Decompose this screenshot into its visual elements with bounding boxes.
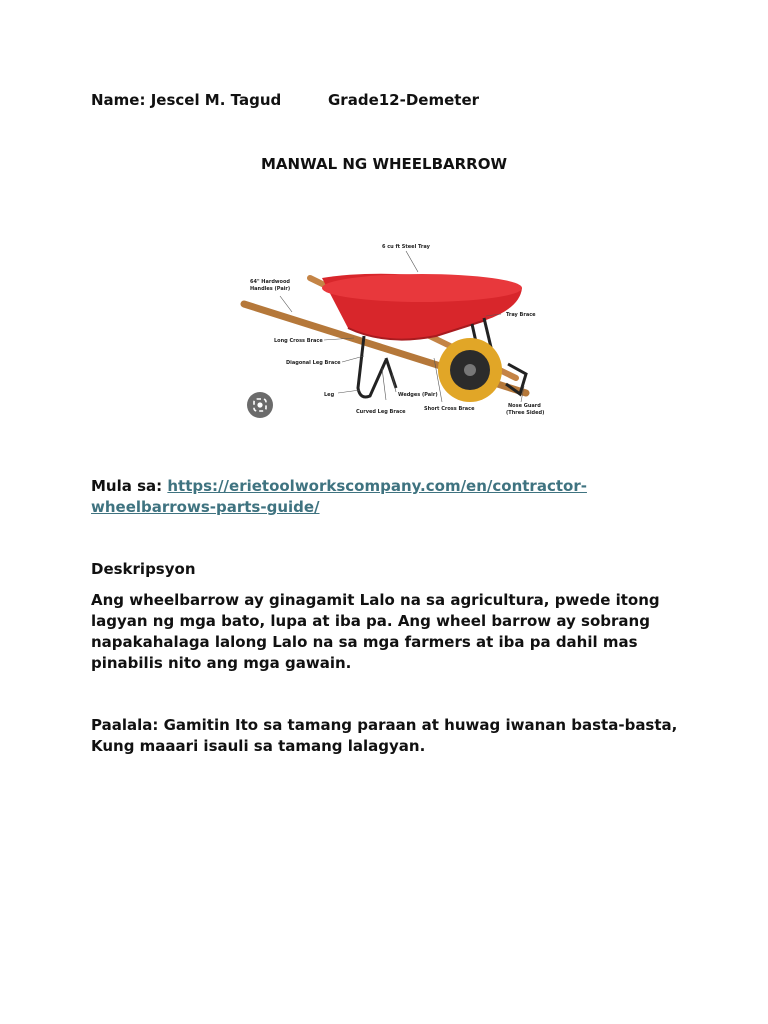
reminder-paragraph: Paalala: Gamitin Ito sa tamang paraan at huwag iwanan basta-basta, Kung maaari isauli sa tamang lalagyan. xyxy=(91,716,678,755)
header-line xyxy=(91,91,480,109)
source-link-line1: https://erietoolworkscompany.com/en/contractor- xyxy=(167,477,587,495)
student-name: Name: Jescel M. Tagud xyxy=(91,91,282,109)
source-prefix: Mula sa: xyxy=(91,477,168,495)
label-wedges: Wedges (Pair) xyxy=(398,392,438,398)
label-tray-brace: Tray Brace xyxy=(506,312,536,318)
document-title: MANWAL NG WHEELBARROW xyxy=(261,155,508,173)
description-paragraph: Ang wheelbarrow ay ginagamit Lalo na sa agricultura, pwede itong lagyan ng mga bato, lupa at iba pa. Ang wheel barrow ay sobrang napakahalaga lalong Lalo na sa mga farmers at iba pa dahil mas pinabilis nito ang mga gawain. xyxy=(91,591,660,672)
label-tray: 6 cu ft Steel Tray xyxy=(382,244,430,250)
label-handles-1: 64" Hardwood xyxy=(250,279,290,285)
lens-search-icon[interactable] xyxy=(247,392,273,418)
label-leg: Leg xyxy=(324,392,335,398)
description-heading: Deskripsyon xyxy=(91,560,196,578)
source-citation xyxy=(91,476,651,518)
source-link-line2: wheelbarrows-parts-guide/ xyxy=(91,498,320,516)
label-long-cross-brace: Long Cross Brace xyxy=(274,338,323,344)
label-diagonal-leg-brace: Diagonal Leg Brace xyxy=(286,360,341,366)
grade-section: Grade12-Demeter xyxy=(328,91,480,109)
label-handles-2: Handles (Pair) xyxy=(250,286,291,292)
label-curved-leg-brace: Curved Leg Brace xyxy=(356,409,406,415)
wheelbarrow-diagram xyxy=(236,238,548,424)
label-nose-guard-2: (Three Sided) xyxy=(506,410,545,416)
wheelbarrow-illustration xyxy=(236,238,548,424)
label-nose-guard-1: Nose Guard xyxy=(508,403,541,409)
label-short-cross-brace: Short Cross Brace xyxy=(424,406,475,412)
